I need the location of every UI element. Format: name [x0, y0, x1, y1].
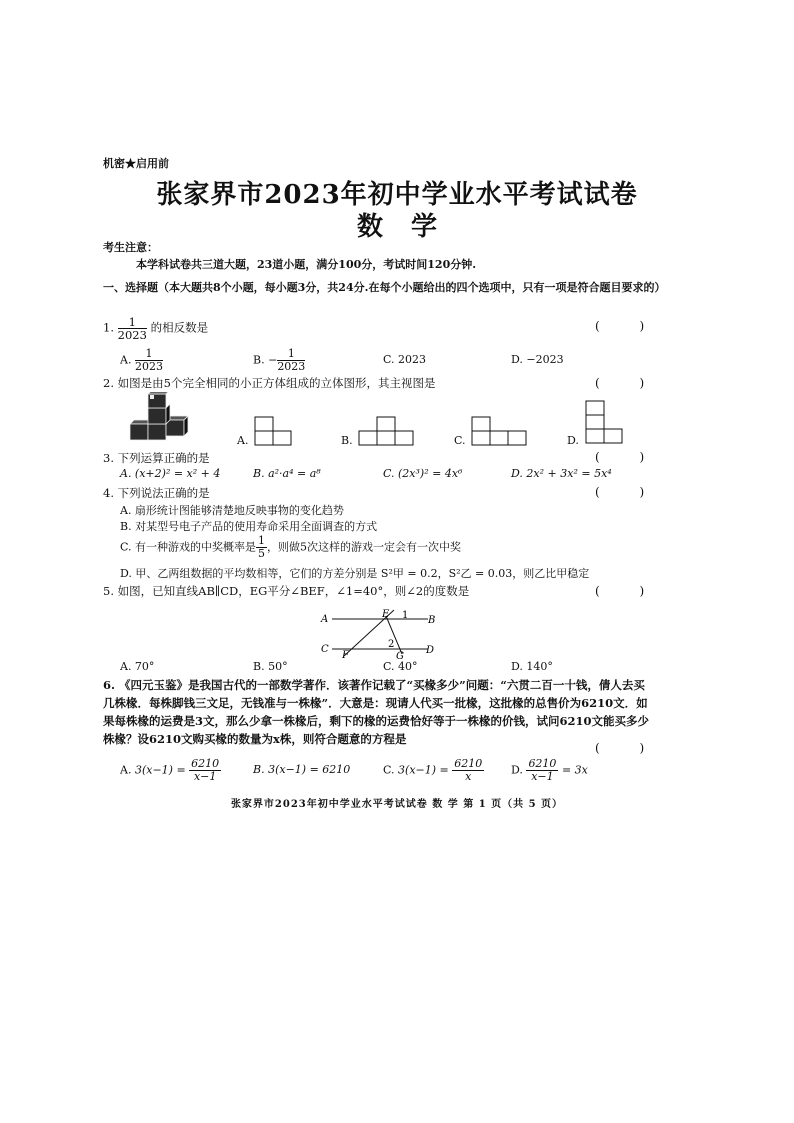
- q5-answer-paren: ( ): [595, 584, 663, 598]
- q6-option-d: D. $\frac{6210}{x-1}$ = 3x: [511, 757, 588, 783]
- q5-option-a: A. 70°: [120, 660, 155, 673]
- q2-option-d-view: [585, 400, 627, 446]
- q1-option-b: B. − $\frac{1}{2023}$: [253, 347, 306, 373]
- q2-option-c-view: [471, 416, 529, 446]
- q5-stem: 5. 如图，已知直线AB∥CD，EG平分∠BEF，∠1=40°，则∠2的度数是: [103, 584, 470, 598]
- q2-option-b-view: [358, 416, 416, 446]
- fig-label-c: C: [321, 644, 329, 655]
- q6-answer-paren: ( ): [595, 741, 663, 755]
- q1-answer-paren: ( ): [595, 319, 663, 333]
- q3-option-b: B. a²·a⁴ = a⁸: [253, 467, 321, 480]
- q5-option-b: B. 50°: [253, 660, 288, 673]
- q4-option-c: C. 有一种游戏的中奖概率是 $\frac{1}{5}$ ，则做5次这样的游戏一定会有一次中奖: [120, 534, 462, 560]
- q2-cube-figure: [128, 392, 192, 446]
- q1-option-c: C. 2023: [383, 353, 427, 366]
- q1-stem: [103, 316, 208, 341]
- q1-number: 1.: [103, 320, 114, 335]
- confidential-mark: 机密★启用前: [103, 157, 169, 170]
- q2-option-a-view: [254, 416, 294, 446]
- q4-option-d: D. 甲、乙两组数据的平均数相等，它们的方差分别是 S²甲 = 0.2，S²乙 = 0.03，则乙比甲稳定: [120, 567, 590, 580]
- q5-option-c: C. 40°: [383, 660, 418, 673]
- fig-label-d: D: [426, 645, 435, 656]
- q2-option-c-label: C.: [454, 434, 466, 447]
- q6-option-a: A. 3(x−1) = $\frac{6210}{x-1}$: [120, 757, 220, 783]
- section1-heading: 一、选择题（本大题共8个小题，每小题3分，共24分.在每个小题给出的四个选项中，只有一项是符合题目要求的）: [103, 281, 666, 294]
- q1-frac-den: 2023: [117, 328, 147, 342]
- fig-label-e: E: [382, 609, 390, 620]
- q1-frac-num: 1: [118, 316, 147, 329]
- q3-stem: 3. 下列运算正确的是: [103, 451, 210, 465]
- fig-label-a: A: [321, 614, 329, 625]
- q3-option-c: C. (2x³)² = 4x⁶: [383, 467, 463, 480]
- fig-angle-1: 1: [402, 610, 409, 621]
- q3-option-a: A. (x+2)² = x² + 4: [120, 467, 221, 480]
- exam-title: 张家界市2023年初中学业水平考试试卷: [156, 180, 638, 210]
- subject-title: 数学: [356, 212, 465, 242]
- q2-answer-paren: ( ): [595, 376, 663, 390]
- q6-option-b: B. 3(x−1) = 6210: [253, 763, 351, 776]
- q4-option-a: A. 扇形统计图能够清楚地反映事物的变化趋势: [120, 504, 344, 517]
- q2-stem: 2. 如图是由5个完全相同的小正方体组成的立体图形，其主视图是: [103, 376, 436, 390]
- q2-option-b-label: B.: [341, 434, 353, 447]
- page-footer: 张家界市2023年初中学业水平考试试卷 数 学 第 1 页（共 5 页）: [230, 799, 564, 810]
- q2-option-d-label: D.: [567, 434, 579, 447]
- q1-option-a: A. $\frac{1}{2023}$: [120, 347, 163, 373]
- fig-label-f: F: [342, 650, 349, 660]
- notice-body: 本学科试卷共三道大题，23道小题，满分100分，考试时间120分钟.: [136, 258, 477, 271]
- q1-fraction: [118, 316, 147, 341]
- q2-option-a-label: A.: [237, 434, 249, 447]
- q6-option-c: C. 3(x−1) = $\frac{6210}{x}$: [383, 757, 483, 783]
- q1-option-d: D. −2023: [511, 353, 564, 366]
- q1-text: 的相反数是: [150, 320, 209, 335]
- q6-stem: 6. 《四元玉鉴》是我国古代的一部数学著作．该著作记载了“买椽多少”问题：“六贯二百一十钱，倩人去买几株椽．每株脚钱三文足，无钱准与一株椽”．大意是：现请人代买一批椽，这批椽的总售价为6210文．如果每株椽的运费是3文，那么少拿一株椽后，剩下的椽的运费恰好等于一株椽的价钱，试问6210文能买多少株椽？设6210文购买椽的数量为x株，则符合题意的方程是: [103, 678, 650, 746]
- cube-highlight: [150, 395, 154, 399]
- q4-option-b: B. 对某型号电子产品的使用寿命采用全面调查的方式: [120, 520, 378, 533]
- q3-option-d: D. 2x² + 3x² = 5x⁴: [511, 467, 612, 480]
- fig-angle-2: 2: [388, 639, 395, 650]
- fig-label-b: B: [428, 615, 436, 626]
- notice-label: 考生注意：: [103, 241, 158, 254]
- q4-answer-paren: ( ): [595, 485, 663, 499]
- q5-parallel-lines-figure: [318, 606, 442, 660]
- q3-answer-paren: ( ): [595, 450, 663, 464]
- q5-option-d: D. 140°: [511, 660, 553, 673]
- fig-label-g: G: [396, 651, 404, 660]
- q4-stem: 4. 下列说法正确的是: [103, 486, 210, 500]
